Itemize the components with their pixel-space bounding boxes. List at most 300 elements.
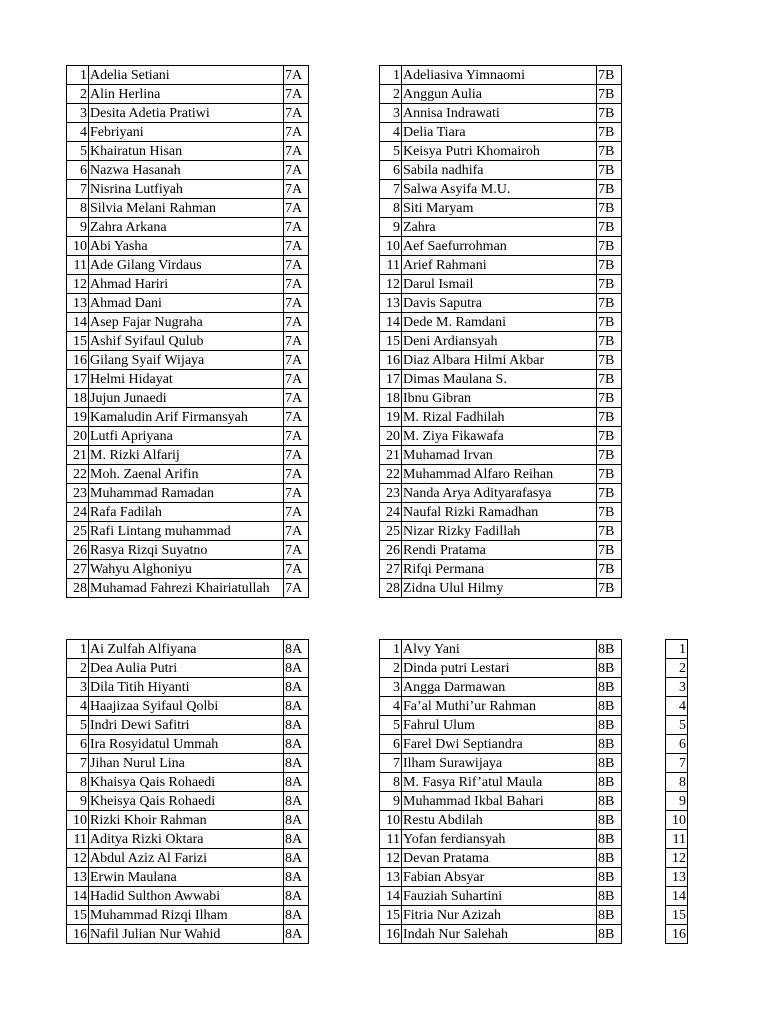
row-number-cell: 14 — [380, 887, 402, 906]
table-row — [67, 427, 309, 446]
table-row — [380, 659, 622, 678]
student-name-cell: Rafi Lintang muhammad — [89, 522, 284, 541]
class-cell: 7A — [284, 218, 309, 237]
class-cell: 7A — [284, 142, 309, 161]
table-row — [380, 906, 622, 925]
row-number-cell: 5 — [67, 716, 89, 735]
row-number-cell: 9 — [380, 792, 402, 811]
table-row — [666, 678, 688, 697]
row-number-cell: 26 — [67, 541, 89, 560]
table-row — [67, 389, 309, 408]
student-name-cell: Salwa Asyifa M.U. — [402, 180, 597, 199]
table-row — [67, 313, 309, 332]
table-row — [380, 161, 622, 180]
class-cell: 7B — [597, 579, 622, 598]
class-7a-table — [66, 65, 309, 598]
class-cell: 8B — [597, 659, 622, 678]
table-row — [666, 849, 688, 868]
class-cell: 7B — [597, 66, 622, 85]
table-row — [666, 697, 688, 716]
table-row — [67, 256, 309, 275]
student-name-cell: Ashif Syifaul Qulub — [89, 332, 284, 351]
class-cell: 7B — [597, 370, 622, 389]
class-cell: 8B — [597, 849, 622, 868]
table-row — [380, 351, 622, 370]
class-cell: 8A — [284, 754, 309, 773]
student-name-cell: Aditya Rizki Oktara — [89, 830, 284, 849]
table-row — [380, 925, 622, 944]
student-name-cell: Muhammad Ramadan — [89, 484, 284, 503]
class-cell: 7A — [284, 446, 309, 465]
class-cell: 8A — [284, 849, 309, 868]
class-cell: 8B — [597, 754, 622, 773]
row-number-cell: 21 — [67, 446, 89, 465]
table-row — [67, 579, 309, 598]
row-number-cell: 1 — [67, 640, 89, 659]
class-cell: 7A — [284, 237, 309, 256]
class-cell: 8B — [597, 811, 622, 830]
table-row — [380, 560, 622, 579]
class-cell: 7A — [284, 275, 309, 294]
table-row — [380, 830, 622, 849]
class-cell: 7A — [284, 579, 309, 598]
class-cell: 7A — [284, 503, 309, 522]
student-name-cell: Kamaludin Arif Firmansyah — [89, 408, 284, 427]
table-row — [380, 887, 622, 906]
class-cell: 7B — [597, 294, 622, 313]
row-number-cell: 15 — [666, 906, 688, 925]
row-number-cell: 5 — [380, 716, 402, 735]
row-number-cell: 7 — [380, 180, 402, 199]
class-cell: 8B — [597, 697, 622, 716]
row-number-cell: 9 — [67, 218, 89, 237]
class-cell: 7B — [597, 332, 622, 351]
class-cell: 8B — [597, 735, 622, 754]
table-row — [380, 868, 622, 887]
student-name-cell: Restu Abdilah — [402, 811, 597, 830]
row-number-cell: 23 — [380, 484, 402, 503]
student-name-cell: Asep Fajar Nugraha — [89, 313, 284, 332]
number-column-table — [665, 639, 688, 944]
student-name-cell: Desita Adetia Pratiwi — [89, 104, 284, 123]
class-cell: 7A — [284, 180, 309, 199]
row-number-cell: 4 — [380, 123, 402, 142]
row-number-cell: 27 — [67, 560, 89, 579]
student-name-cell: Ibnu Gibran — [402, 389, 597, 408]
class-cell: 8B — [597, 773, 622, 792]
class-cell: 7B — [597, 161, 622, 180]
class-cell: 7B — [597, 218, 622, 237]
student-name-cell: Muhammad Ikbal Bahari — [402, 792, 597, 811]
table-row — [67, 66, 309, 85]
class-cell: 7A — [284, 389, 309, 408]
class-cell: 8A — [284, 811, 309, 830]
table-row — [380, 541, 622, 560]
table-row — [666, 887, 688, 906]
table-row — [380, 85, 622, 104]
row-number-cell: 14 — [666, 887, 688, 906]
row-number-cell: 2 — [67, 85, 89, 104]
table-row — [67, 925, 309, 944]
table-row — [67, 640, 309, 659]
row-number-cell: 10 — [380, 811, 402, 830]
student-name-cell: Wahyu Alghoniyu — [89, 560, 284, 579]
row-number-cell: 20 — [380, 427, 402, 446]
row-number-cell: 3 — [380, 678, 402, 697]
table-row — [67, 522, 309, 541]
class-cell: 8A — [284, 906, 309, 925]
row-number-cell: 13 — [67, 294, 89, 313]
student-name-cell: Zahra Arkana — [89, 218, 284, 237]
class-cell: 7B — [597, 503, 622, 522]
table-row — [380, 716, 622, 735]
row-number-cell: 3 — [67, 678, 89, 697]
row-number-cell: 13 — [67, 868, 89, 887]
row-number-cell: 2 — [666, 659, 688, 678]
class-cell: 7A — [284, 351, 309, 370]
table-row — [67, 142, 309, 161]
row-number-cell: 3 — [67, 104, 89, 123]
student-name-cell: Naufal Rizki Ramadhan — [402, 503, 597, 522]
class-cell: 7A — [284, 199, 309, 218]
student-name-cell: Dinda putri Lestari — [402, 659, 597, 678]
student-name-cell: Moh. Zaenal Arifin — [89, 465, 284, 484]
row-number-cell: 10 — [380, 237, 402, 256]
student-name-cell: M. Fasya Rif’atul Maula — [402, 773, 597, 792]
table-row — [67, 123, 309, 142]
row-number-cell: 16 — [380, 925, 402, 944]
student-name-cell: Abi Yasha — [89, 237, 284, 256]
student-name-cell: Nafil Julian Nur Wahid — [89, 925, 284, 944]
class-cell: 7B — [597, 275, 622, 294]
student-name-cell: Fitria Nur Azizah — [402, 906, 597, 925]
student-name-cell: Silvia Melani Rahman — [89, 199, 284, 218]
table-row — [380, 370, 622, 389]
row-number-cell: 6 — [380, 161, 402, 180]
student-name-cell: Delia Tiara — [402, 123, 597, 142]
table-row — [380, 104, 622, 123]
row-number-cell: 4 — [67, 697, 89, 716]
table-row — [380, 579, 622, 598]
class-7b-table — [379, 65, 622, 598]
class-cell: 8A — [284, 640, 309, 659]
class-cell: 8A — [284, 868, 309, 887]
student-name-cell: Rasya Rizqi Suyatno — [89, 541, 284, 560]
row-number-cell: 16 — [666, 925, 688, 944]
table-row — [67, 370, 309, 389]
student-name-cell: Zahra — [402, 218, 597, 237]
row-number-cell: 1 — [666, 640, 688, 659]
table-row — [67, 161, 309, 180]
row-number-cell: 22 — [380, 465, 402, 484]
class-cell: 7B — [597, 427, 622, 446]
table-row — [380, 503, 622, 522]
class-cell: 7A — [284, 408, 309, 427]
class-cell: 7B — [597, 313, 622, 332]
row-number-cell: 6 — [67, 735, 89, 754]
student-name-cell: Dede M. Ramdani — [402, 313, 597, 332]
table-row — [666, 925, 688, 944]
table-row — [67, 408, 309, 427]
student-name-cell: Annisa Indrawati — [402, 104, 597, 123]
row-number-cell: 11 — [666, 830, 688, 849]
row-number-cell: 12 — [67, 849, 89, 868]
table-row — [67, 697, 309, 716]
class-cell: 8A — [284, 792, 309, 811]
class-cell: 7A — [284, 370, 309, 389]
row-number-cell: 12 — [380, 849, 402, 868]
student-name-cell: Arief Rahmani — [402, 256, 597, 275]
class-cell: 7A — [284, 427, 309, 446]
row-number-cell: 13 — [666, 868, 688, 887]
table-row — [67, 199, 309, 218]
class-cell: 7B — [597, 484, 622, 503]
student-name-cell: Alin Herlina — [89, 85, 284, 104]
table-row — [67, 849, 309, 868]
student-name-cell: Kheisya Qais Rohaedi — [89, 792, 284, 811]
table-row — [380, 294, 622, 313]
student-name-cell: Muhammad Rizqi Ilham — [89, 906, 284, 925]
student-name-cell: Ira Rosyidatul Ummah — [89, 735, 284, 754]
row-number-cell: 2 — [380, 659, 402, 678]
table-row — [67, 294, 309, 313]
class-cell: 7A — [284, 256, 309, 275]
table-row — [666, 792, 688, 811]
row-number-cell: 1 — [380, 640, 402, 659]
table-row — [67, 218, 309, 237]
table-row — [67, 180, 309, 199]
class-cell: 7A — [284, 294, 309, 313]
class-cell: 7B — [597, 465, 622, 484]
class-cell: 7B — [597, 560, 622, 579]
student-name-cell: Rafa Fadilah — [89, 503, 284, 522]
row-number-cell: 28 — [67, 579, 89, 598]
class-cell: 7A — [284, 85, 309, 104]
student-name-cell: Zidna Ulul Hilmy — [402, 579, 597, 598]
row-number-cell: 10 — [67, 811, 89, 830]
student-name-cell: Adelia Setiani — [89, 66, 284, 85]
table-row — [380, 773, 622, 792]
class-cell: 7B — [597, 85, 622, 104]
table-row — [67, 811, 309, 830]
class-cell: 7A — [284, 541, 309, 560]
student-name-cell: Haajizaa Syifaul Qolbi — [89, 697, 284, 716]
student-name-cell: Indah Nur Salehah — [402, 925, 597, 944]
student-name-cell: Keisya Putri Khomairoh — [402, 142, 597, 161]
class-cell: 7B — [597, 446, 622, 465]
table-row — [67, 104, 309, 123]
row-number-cell: 22 — [67, 465, 89, 484]
table-row — [380, 849, 622, 868]
table-row — [67, 830, 309, 849]
class-cell: 8B — [597, 925, 622, 944]
table-row — [666, 659, 688, 678]
student-name-cell: Nazwa Hasanah — [89, 161, 284, 180]
student-name-cell: Fahrul Ulum — [402, 716, 597, 735]
table-row — [380, 408, 622, 427]
row-number-cell: 7 — [380, 754, 402, 773]
class-cell: 7A — [284, 560, 309, 579]
student-name-cell: Nizar Rizky Fadillah — [402, 522, 597, 541]
table-row — [67, 716, 309, 735]
table-row — [67, 906, 309, 925]
row-number-cell: 6 — [67, 161, 89, 180]
student-name-cell: Khairatun Hisan — [89, 142, 284, 161]
table-row — [380, 237, 622, 256]
student-name-cell: Khaisya Qais Rohaedi — [89, 773, 284, 792]
row-number-cell: 4 — [666, 697, 688, 716]
row-number-cell: 2 — [67, 659, 89, 678]
student-name-cell: Rizki Khoir Rahman — [89, 811, 284, 830]
table-row — [67, 678, 309, 697]
table-row — [666, 868, 688, 887]
student-name-cell: Angga Darmawan — [402, 678, 597, 697]
student-name-cell: Febriyani — [89, 123, 284, 142]
row-number-cell: 8 — [67, 199, 89, 218]
class-cell: 7A — [284, 66, 309, 85]
table-row — [380, 522, 622, 541]
row-number-cell: 6 — [380, 735, 402, 754]
table-row — [380, 199, 622, 218]
row-number-cell: 3 — [666, 678, 688, 697]
table-row — [380, 332, 622, 351]
row-number-cell: 9 — [380, 218, 402, 237]
class-cell: 7B — [597, 256, 622, 275]
table-row — [380, 484, 622, 503]
row-number-cell: 17 — [380, 370, 402, 389]
student-name-cell: Aef Saefurrohman — [402, 237, 597, 256]
student-name-cell: Dila Titih Hiyanti — [89, 678, 284, 697]
class-cell: 7A — [284, 123, 309, 142]
table-row — [380, 275, 622, 294]
student-name-cell: Ade Gilang Virdaus — [89, 256, 284, 275]
row-number-cell: 6 — [666, 735, 688, 754]
class-cell: 8A — [284, 887, 309, 906]
student-name-cell: Abdul Aziz Al Farizi — [89, 849, 284, 868]
student-name-cell: M. Rizal Fadhilah — [402, 408, 597, 427]
table-row — [67, 659, 309, 678]
table-row — [666, 716, 688, 735]
row-number-cell: 16 — [67, 925, 89, 944]
table-row — [666, 754, 688, 773]
row-number-cell: 19 — [67, 408, 89, 427]
row-number-cell: 26 — [380, 541, 402, 560]
table-row — [67, 85, 309, 104]
student-name-cell: Fauziah Suhartini — [402, 887, 597, 906]
row-number-cell: 14 — [67, 887, 89, 906]
table-row — [666, 640, 688, 659]
row-number-cell: 19 — [380, 408, 402, 427]
class-cell: 8B — [597, 792, 622, 811]
student-name-cell: Ilham Surawijaya — [402, 754, 597, 773]
row-number-cell: 16 — [380, 351, 402, 370]
table-row — [380, 678, 622, 697]
class-cell: 7A — [284, 522, 309, 541]
table-row — [380, 446, 622, 465]
class-cell: 7B — [597, 199, 622, 218]
table-row — [67, 446, 309, 465]
row-number-cell: 7 — [666, 754, 688, 773]
table-row — [666, 773, 688, 792]
table-row — [380, 792, 622, 811]
class-cell: 8A — [284, 773, 309, 792]
class-cell: 7A — [284, 313, 309, 332]
table-row — [380, 142, 622, 161]
class-cell: 8B — [597, 830, 622, 849]
row-number-cell: 17 — [67, 370, 89, 389]
row-number-cell: 4 — [67, 123, 89, 142]
table-row — [666, 735, 688, 754]
row-number-cell: 2 — [380, 85, 402, 104]
class-cell: 7B — [597, 104, 622, 123]
row-number-cell: 24 — [380, 503, 402, 522]
table-row — [380, 389, 622, 408]
row-number-cell: 24 — [67, 503, 89, 522]
student-name-cell: Nisrina Lutfiyah — [89, 180, 284, 199]
table-row — [67, 560, 309, 579]
student-name-cell: Dimas Maulana S. — [402, 370, 597, 389]
class-cell: 7A — [284, 104, 309, 123]
class-cell: 8B — [597, 887, 622, 906]
row-number-cell: 18 — [67, 389, 89, 408]
class-cell: 7B — [597, 237, 622, 256]
class-cell: 7B — [597, 123, 622, 142]
student-name-cell: Muhamad Fahrezi Khairiatullah — [89, 579, 284, 598]
row-number-cell: 8 — [67, 773, 89, 792]
class-cell: 8B — [597, 868, 622, 887]
row-number-cell: 10 — [67, 237, 89, 256]
table-row — [380, 811, 622, 830]
row-number-cell: 8 — [380, 199, 402, 218]
row-number-cell: 9 — [67, 792, 89, 811]
class-cell: 7B — [597, 522, 622, 541]
row-number-cell: 14 — [67, 313, 89, 332]
student-name-cell: Anggun Aulia — [402, 85, 597, 104]
row-number-cell: 10 — [666, 811, 688, 830]
table-row — [380, 697, 622, 716]
row-number-cell: 3 — [380, 104, 402, 123]
student-name-cell: Jihan Nurul Lina — [89, 754, 284, 773]
row-number-cell: 13 — [380, 294, 402, 313]
student-name-cell: Rifqi Permana — [402, 560, 597, 579]
class-cell: 7B — [597, 389, 622, 408]
student-name-cell: Indri Dewi Safitri — [89, 716, 284, 735]
student-name-cell: Ahmad Hariri — [89, 275, 284, 294]
class-cell: 8A — [284, 830, 309, 849]
table-row — [380, 218, 622, 237]
row-number-cell: 12 — [666, 849, 688, 868]
row-number-cell: 5 — [666, 716, 688, 735]
row-number-cell: 5 — [380, 142, 402, 161]
class-cell: 8B — [597, 716, 622, 735]
row-number-cell: 8 — [380, 773, 402, 792]
table-row — [67, 351, 309, 370]
student-name-cell: Ahmad Dani — [89, 294, 284, 313]
student-name-cell: Helmi Hidayat — [89, 370, 284, 389]
row-number-cell: 11 — [380, 256, 402, 275]
table-row — [67, 484, 309, 503]
class-cell: 8A — [284, 697, 309, 716]
row-number-cell: 20 — [67, 427, 89, 446]
class-cell: 7A — [284, 161, 309, 180]
row-number-cell: 1 — [380, 66, 402, 85]
class-cell: 7B — [597, 142, 622, 161]
class-cell: 8A — [284, 678, 309, 697]
student-name-cell: Rendi Pratama — [402, 541, 597, 560]
table-row — [380, 754, 622, 773]
row-number-cell: 15 — [380, 906, 402, 925]
row-number-cell: 27 — [380, 560, 402, 579]
